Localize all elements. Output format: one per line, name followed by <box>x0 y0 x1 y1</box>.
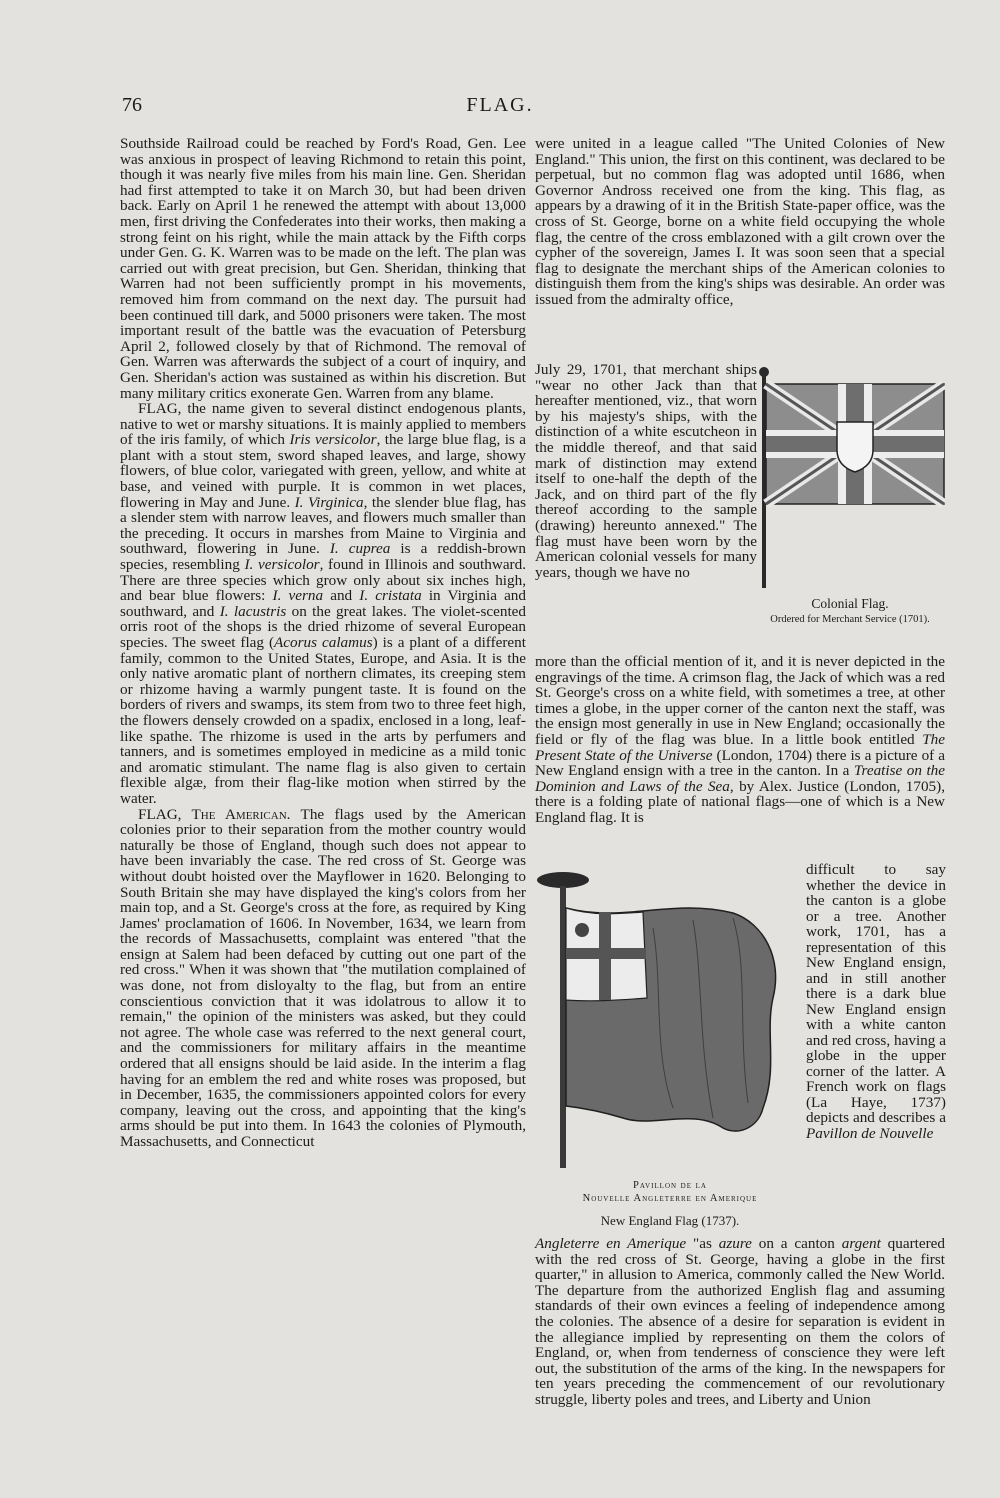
paragraph-battle: Southside Railroad could be reached by Ford's Road, Gen. Lee was anxious in prospect of leaving Richmond to retain this point, though it was nearly five miles from his main line. Gen. Sheridan had first attempted to take it on March 30, but had been driven back. Early on April 1 he renewed the attempt with about 13,000 men, first driving the Confederates into their works, then making a strong feint on his right, while the main attack by the Fifth corps under Gen. G. K. Warren was to be made on the left. The plan was carried out with great precision, but Gen. Sheridan, thinking that Warren had not been sufficiently prompt in his movements, removed him from command on the next day. The pursuit had been continued till dark, and 5000 prisoners were taken. The most important result of the battle was the evacuation of Petersburg April 2, followed closely by that of Richmond. The removal of Gen. Warren was afterwards the subject of a court of inquiry, and Gen. Sheridan's action was sustained as within his discretion. But many military critics exonerate Gen. Warren from any blame. <box>120 135 526 402</box>
right-column-narrow <box>806 862 946 1141</box>
species-name: Acorus calamus <box>274 634 373 651</box>
text-run: , the large blue flag, is a plant with a stout stem, sword shaped leaves, and large, showy flowers, of blue color, variegated with green, yellow, and white at base, and veined with purple. It is common in wet places, flowering in May and June. <box>120 431 527 511</box>
colonial-flag-caption-title: Colonial Flag. <box>811 596 889 611</box>
left-column <box>120 136 526 1150</box>
canton <box>566 908 647 1001</box>
colonial-flag-caption-subtitle: Ordered for Merchant Service (1701). <box>770 614 930 625</box>
text-run: on a canton <box>751 1235 842 1252</box>
text-run: , found in Illinois and southward. There are three species which grow only about six inches high, and bear blue flowers: <box>120 556 527 605</box>
paragraph-text <box>535 1236 945 1408</box>
right-column-wrap <box>535 362 757 580</box>
text-run: in Virginia and southward, and <box>120 587 526 620</box>
text-run: , the slender blue flag, has a slender stem with narrow leaves, and flowers much smaller than the preceding. It occurs in marshes from Maine to Virginia and southward, flowering in June. <box>120 493 527 558</box>
paragraph-flag-plant <box>120 401 526 806</box>
text-run: (London, 1704) there is a picture of a New England ensign with a tree in the canton. In a <box>535 746 945 780</box>
book-title: Pavillon de Nouvelle <box>806 1124 934 1142</box>
species-name: I. cristata <box>359 587 422 605</box>
right-column-top <box>535 136 945 308</box>
species-name: I. versicolor <box>244 556 320 574</box>
book-title: Angleterre en Amerique <box>535 1235 687 1252</box>
text-run: The flags used by the American colonies prior to their separation from the mother country would naturally be those of England, though such does not appear to have been invariably the case. The red cross of St. George was without doubt hoisted over the Mayflower in 1620. Belonging to South Britain she may have displayed the king's colors from her main top, and a St. George's cross at the fore, as required by King James' proclamation of 1606. In November, 1634, we learn from the records of Massachusetts, complaint was entered "that the ensign at Salem had been defaced by cutting out one part of the red cross." When it was shown that "the mutilation complained of was done, not from disloyalty to the flag, but from an entire conscientious conviction that it was idolatrous to allow it to remain," the opinion of the ministers was asked, but they could not agree. The whole case was referred to the next general court, and the commissioners for military affairs in the meantime ordered that all ensigns should be laid aside. In the interim a flag having for an emblem the red and white roses was proposed, but in December, 1635, the commissioners appointed colors for every company, leaving out the cross, and appointing that the king's arms should be put into them. In 1643 the colonies of Plymouth, Massachusetts, and Connecticut <box>120 805 526 1150</box>
running-head: FLAG. <box>466 94 534 116</box>
book-title: Treatise on the Dominion and Laws of the Sea <box>535 762 945 795</box>
text-run: the name given to several distinct endogenous plants, native to wet or marshy situations. It is mainly applied to members of the iris family, of which <box>120 400 526 449</box>
text-run: difficult to say whether the device in the canton is a globe or a tree. Another work, 1701, has a representation of this New England ensign, and in still another there is a dark blue New England ensign with a white canton and red cross, having a globe in the upper corner of the latter. A French work on flags (La Haye, 1737) depicts and describes a <box>806 861 946 1126</box>
heraldic-term: azure <box>718 1235 752 1252</box>
paragraph-text <box>806 862 946 1141</box>
page-number: 76 <box>122 94 142 116</box>
species-name: I. lacustris <box>219 602 287 620</box>
paragraph-text: July 29, 1701, that merchant ships "wear no other Jack than that hereafter mentioned, viz., that worn by his majesty's ships, with the distinction of a white escutcheon in the middle thereof, and that said mark of distinction may extend itself to one-half the depth of the Jack, and on third part of the fly thereof according to the sample (drawing) hereunto annexed." The flag must have been worn by the American colonial vessels for many years, though we have no <box>535 361 757 581</box>
right-column-mid <box>535 654 945 826</box>
text-run: and <box>323 587 360 605</box>
paragraph-american-flag <box>120 807 526 1150</box>
text-run: "as <box>686 1235 719 1252</box>
text-run: quartered with the red cross of St. George, having a globe in the first quarter," in allusion to America, commonly called the New World. The departure from the authorized English flag and assuming standards of their own evinces a feeling of independence among the colonies. The absence of a desire for separation is evident in the allegiance implied by representing on them the colors of England, or, when from tenderness of conscience they were left out, the substitution of the arms of the king. In the newspapers for ten years preceding the commencement of our revolutionary struggle, liberty poles and trees, and Liberty and Union <box>535 1235 945 1408</box>
right-column-bottom <box>535 1236 945 1408</box>
text-run: more than the official mention of it, and it is never depicted in the engravings of the time. A crimson flag, the Jack of which was a red St. George's cross on a white field, with sometimes a tree, at other times a globe, in the upper corner of the canton next the staff, was the ensign most generally in use in New England; occasionally the field or fly of the flag was blue. In a little book entitled <box>535 653 945 748</box>
book-title: The Present State of the Universe <box>535 730 945 764</box>
paragraph-text: were united in a league called "The United Colonies of New England." This union, the first on this continent, was declared to be perpetual, but no common flag was adopted until 1686, when Governor Andross received one from the king. This flag, as appears by a drawing of it in the British State-paper office, was the cross of St. George, borne on a white field occupying the whole flag, the centre of the cross emblazoned with a gilt crown over the cypher of the sovereign, James I. It was soon seen that a special flag to designate the merchant ships of the American colonies to distinguish them from the king's ships was desirable. An order was issued from the admiralty office, <box>535 135 945 308</box>
species-name: I. verna <box>272 587 324 605</box>
species-name: I. Virginica <box>294 493 364 511</box>
new-england-flag-caption-line2: Nouvelle Angleterre en Amerique <box>582 1193 758 1204</box>
white-escutcheon <box>837 422 873 472</box>
text-run: , by Alex. Justice (London, 1705), there is a folding plate of national flags—one of which is a New England flag. It is <box>535 777 945 826</box>
new-england-flag-caption-line1: Pavillon de la <box>633 1180 707 1191</box>
new-england-flag-caption-title: New England Flag (1737). <box>600 1213 740 1228</box>
species-name: Iris versicolor <box>289 431 377 449</box>
globe-icon <box>575 923 589 937</box>
entry-heading: FLAG, The American. <box>138 805 291 823</box>
heraldic-term: argent <box>841 1235 881 1252</box>
entry-heading: FLAG, <box>138 400 182 418</box>
paragraph-text <box>535 654 945 826</box>
text-run: on the great lakes. The violet-scented orris root of the shops is the dried rhizome of several European species. The sweet flag ( <box>120 602 526 651</box>
species-name: I. cuprea <box>329 540 391 558</box>
text-run: ) is a plant of a different family, common to the United States, Europe, and Asia. It is the only native aromatic plant of northern climates, its creeping stem or rhizome having a warmly pungent taste. It is found on the borders of rivers and swamps, its stem from two to three feet high, the flowers densely crowded on a spadix, enclosed in a long, leaf-like spathe. The rhizome is used in the arts by perfumers and tanners, and is sometimes employed in medicine as a mild tonic and aromatic stimulant. The name flag is also given to certain flexible algæ, from their flag-like motion when stirred by the water. <box>120 634 526 807</box>
text-run: is a reddish-brown species, resembling <box>120 540 526 574</box>
